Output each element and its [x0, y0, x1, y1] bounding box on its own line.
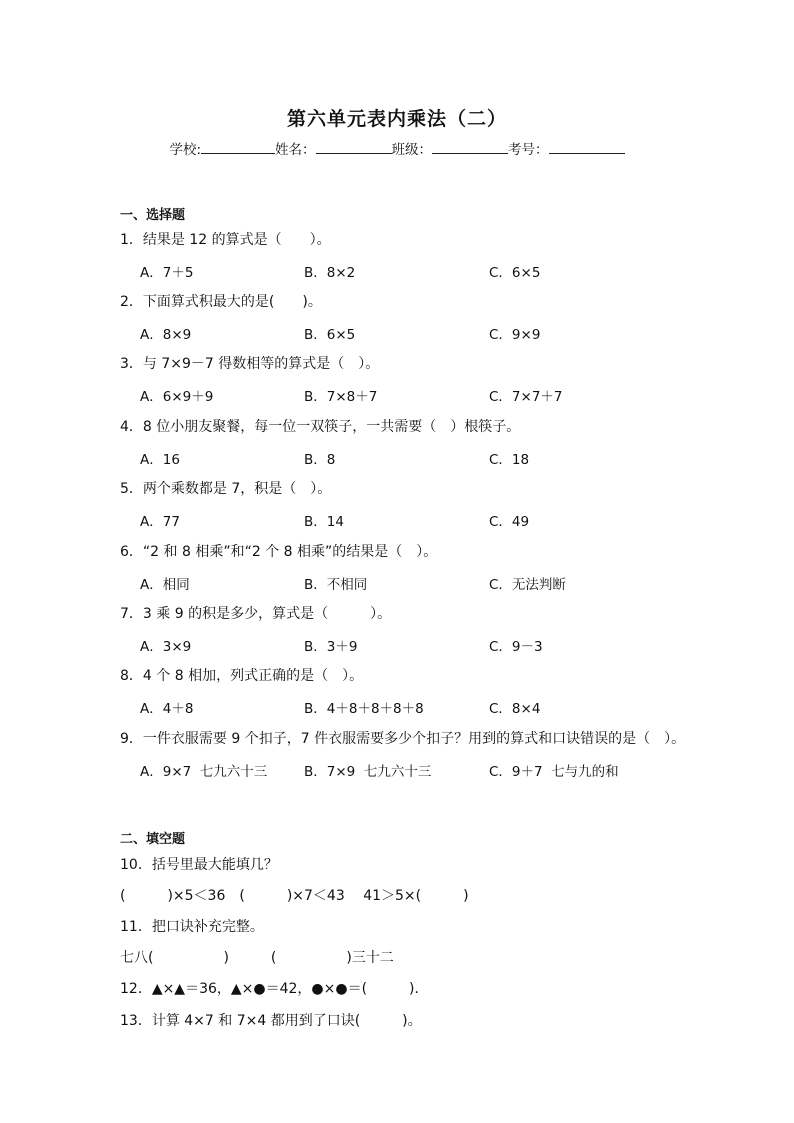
question-6: 6．“2 和 8 相乘”和“2 个 8 相乘”的结果是（ ）。 [120, 544, 438, 560]
question-8: 8．4 个 8 相加，列式正确的是（ ）。 [120, 668, 364, 684]
option-8c[interactable]: C．8×4 [489, 701, 541, 717]
option-2c[interactable]: C．9×9 [489, 327, 541, 343]
question-11: 11．把口诀补充完整。 [120, 919, 264, 935]
option-5a[interactable]: A．77 [140, 514, 180, 530]
student-info-line [0, 138, 794, 158]
option-6a[interactable]: A．相同 [140, 577, 190, 593]
class-blank[interactable] [432, 141, 508, 154]
option-7a[interactable]: A．3×9 [140, 639, 192, 655]
question-9: 9．一件衣服需要 9 个扣子，7 件衣服需要多少个扣子？用到的算式和口诀错误的是（ ）。 [120, 731, 686, 747]
question-12[interactable]: 12．▲×▲＝36，▲×●＝42，●×●＝( )． [120, 981, 429, 997]
section-title-choice: 一、选择题 [120, 208, 186, 223]
question-11-blanks[interactable]: 七八( ) ( )三十二 [120, 950, 394, 966]
option-7c[interactable]: C．9－3 [489, 639, 543, 655]
number-label: 考号： [508, 142, 549, 158]
option-3a[interactable]: A．6×9＋9 [140, 389, 214, 405]
question-2: 2．下面算式积最大的是( )。 [120, 294, 322, 310]
question-1: 1．结果是 12 的算式是（ ）。 [120, 232, 331, 248]
option-6b[interactable]: B．不相同 [304, 577, 368, 593]
name-label: 姓名： [275, 142, 316, 158]
option-4a[interactable]: A．16 [140, 452, 180, 468]
option-9b[interactable]: B．7×9 七九六十三 [304, 764, 432, 780]
option-1b[interactable]: B．8×2 [304, 265, 356, 281]
option-7b[interactable]: B．3＋9 [304, 639, 358, 655]
question-10-blanks[interactable]: ( )×5＜36 ( )×7＜43 41＞5×( ) [120, 888, 469, 904]
option-9a[interactable]: A．9×7 七九六十三 [140, 764, 268, 780]
option-6c[interactable]: C．无法判断 [489, 577, 566, 593]
question-3: 3．与 7×9－7 得数相等的算式是（ ）。 [120, 356, 380, 372]
option-3b[interactable]: B．7×8＋7 [304, 389, 378, 405]
option-8b[interactable]: B．4＋8＋8＋8＋8 [304, 701, 424, 717]
option-1a[interactable]: A．7＋5 [140, 265, 194, 281]
option-4b[interactable]: B．8 [304, 452, 336, 468]
option-1c[interactable]: C．6×5 [489, 265, 541, 281]
question-5: 5．两个乘数都是 7，积是（ ）。 [120, 481, 332, 497]
option-3c[interactable]: C．7×7＋7 [489, 389, 563, 405]
option-2a[interactable]: A．8×9 [140, 327, 192, 343]
number-blank[interactable] [549, 141, 625, 154]
school-blank[interactable] [201, 141, 275, 154]
question-4: 4．8 位小朋友聚餐，每一位一双筷子，一共需要（ ）根筷子。 [120, 419, 521, 435]
school-label: 学校: [169, 142, 202, 158]
option-4c[interactable]: C．18 [489, 452, 530, 468]
question-13[interactable]: 13．计算 4×7 和 7×4 都用到了口诀( )。 [120, 1013, 422, 1029]
class-label: 班级： [391, 142, 433, 158]
option-2b[interactable]: B．6×5 [304, 327, 356, 343]
name-blank[interactable] [316, 141, 392, 154]
option-5b[interactable]: B．14 [304, 514, 344, 530]
section-title-fill: 二、填空题 [120, 832, 186, 847]
question-7: 7．3 乘 9 的积是多少，算式是（ ）。 [120, 606, 392, 622]
option-5c[interactable]: C．49 [489, 514, 530, 530]
option-8a[interactable]: A．4＋8 [140, 701, 194, 717]
question-10: 10．括号里最大能填几？ [120, 857, 278, 873]
page-title: 第六单元表内乘法（二） [286, 108, 507, 130]
option-9c[interactable]: C．9＋7 七与九的和 [489, 764, 619, 780]
